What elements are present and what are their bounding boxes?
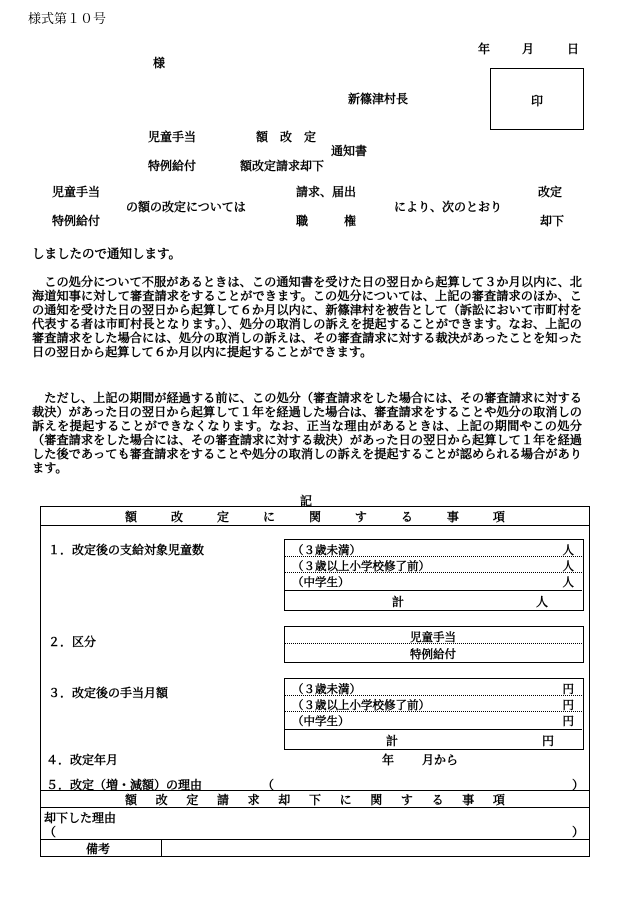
title-child-allowance: 児童手当 xyxy=(148,130,197,144)
category-child-allowance: 児童手当 xyxy=(410,630,456,644)
child-count-total-label: 計 xyxy=(392,595,405,609)
item3-label: ３．改定後の手当月額 xyxy=(48,686,169,700)
date-day: 日 xyxy=(567,42,580,56)
title-notice: 通知書 xyxy=(331,144,368,158)
revision-month-from: 月から xyxy=(422,753,459,767)
child-count-row-under3: （３歳未満） 人 xyxy=(292,543,574,557)
title-amount-revision: 額 改 定 xyxy=(256,130,317,144)
child-count-row-junior-high: （中学生） 人 xyxy=(292,575,574,589)
revision-section-header: 額 改 定 に 関 す る 事 項 xyxy=(125,510,505,524)
rejection-close-paren: ） xyxy=(572,825,585,839)
title-special-benefit: 特例給付 xyxy=(148,159,197,173)
category-special-benefit: 特例給付 xyxy=(410,647,456,661)
form-number: 様式第１０号 xyxy=(28,12,107,27)
amount-total-label: 計 xyxy=(386,734,399,748)
item5-close-paren: ） xyxy=(572,778,585,792)
amount-row-preschool: （３歳以上小学校修了前） 円 xyxy=(292,698,574,712)
revision-year: 年 xyxy=(382,753,395,767)
body-rejection: 却下 xyxy=(540,214,565,228)
body-ex-officio: 職 権 xyxy=(296,214,357,228)
body-request-notification: 請求、届出 xyxy=(296,185,357,199)
body-as-follows: により、次のとおり xyxy=(394,200,503,214)
remarks-label: 備考 xyxy=(86,842,111,856)
appeal-paragraph-2: ただし、上記の期間が経過する前に、この処分（審査請求をした場合には、その審査請求に対する裁決）があった日の翌日から起算して１年を経過した場合は、審査請求をすることや処分の取消しの訴えを提起することができなくなります。なお、正当な理由があるときは、上記の期間やこの処分（審査請求をした場合には、その審査請求に対する裁決）があった日の翌日から起算して１年を経過した後であっても審査請求をすることや処分の取消しの訴えを提起することが認められる場合があります。 xyxy=(32,391,582,475)
child-count-total-unit: 人 xyxy=(536,595,549,609)
notice-end: しましたので通知します。 xyxy=(32,246,182,261)
issuer-name: 新篠津村長 xyxy=(348,92,409,106)
item5-open-paren: （ xyxy=(262,778,275,792)
date-year: 年 xyxy=(478,42,491,56)
rejection-open-paren: （ xyxy=(44,825,57,839)
child-count-row-preschool: （３歳以上小学校修了前） 人 xyxy=(292,559,574,573)
body-child-allowance: 児童手当 xyxy=(52,185,101,199)
body-revision: 改定 xyxy=(538,185,563,199)
item5-label: ５．改定（増・減額）の理由 xyxy=(46,778,203,792)
body-special-benefit: 特例給付 xyxy=(52,214,101,228)
date-month: 月 xyxy=(522,42,535,56)
rejection-reason-label: 却下した理由 xyxy=(44,811,117,825)
amount-row-junior-high: （中学生） 円 xyxy=(292,714,574,728)
addressee-suffix: 様 xyxy=(153,56,166,70)
appeal-paragraph-1: この処分について不服があるときは、この通知書を受けた日の翌日から起算して３か月以内に、北海道知事に対して審査請求をすることができます。この処分については、上記の審査請求のほか、この通知を受けた日の翌日から起算して６か月以内に、新篠津村を被告として（訴訟において市町村を代表する者は市町村長となります。）、処分の取消しの訴えを提起することができます。なお、上記の審査請求をした場合には、処分の取消しの訴えは、その審査請求に対する裁決があったことを知った日の翌日から起算して６か月以内に提起することができます。 xyxy=(32,275,582,359)
ki-heading: 記 xyxy=(300,494,313,508)
seal-box xyxy=(490,68,584,130)
title-revision-rejection: 額改定請求却下 xyxy=(240,159,325,173)
rejection-section-header: 額 改 定 請 求 却 下 に 関 す る 事 項 xyxy=(125,793,505,807)
body-amount-revision-text: の額の改定については xyxy=(126,200,246,214)
amount-total-unit: 円 xyxy=(542,734,555,748)
item2-label: ２．区分 xyxy=(48,635,97,649)
seal-label: 印 xyxy=(530,94,543,108)
amount-row-under3: （３歳未満） 円 xyxy=(292,682,574,696)
item1-label: １．改定後の支給対象児童数 xyxy=(48,543,205,557)
item4-label: ４．改定年月 xyxy=(46,753,119,767)
